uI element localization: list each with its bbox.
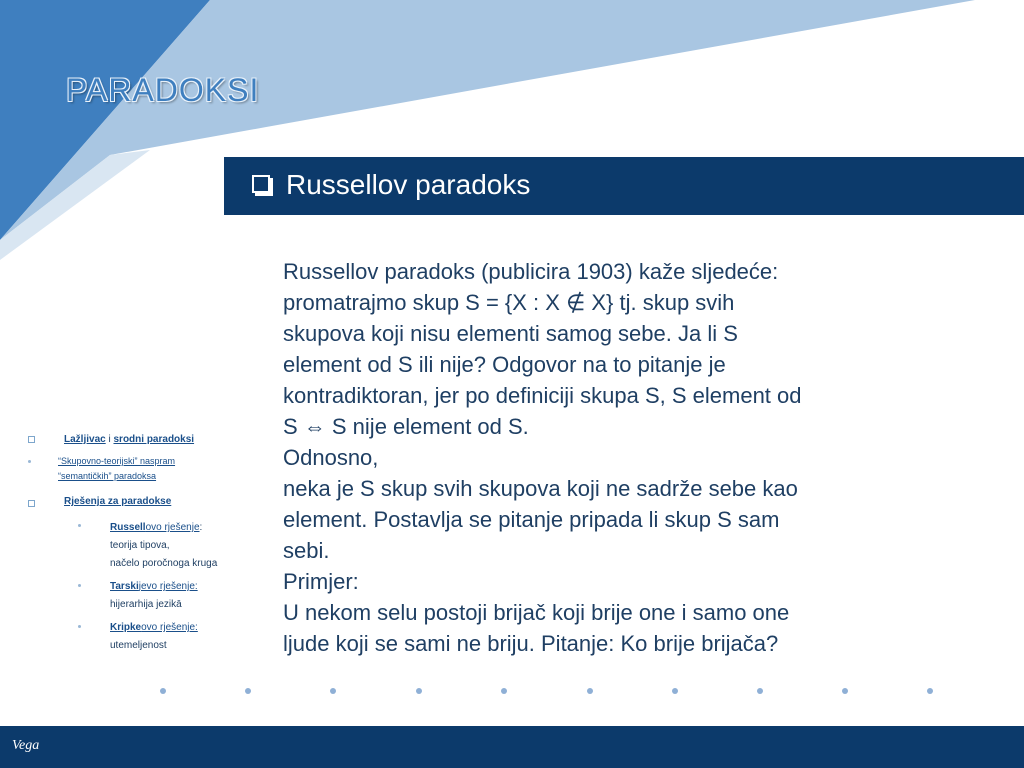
dot-bullet-icon <box>78 524 81 527</box>
sidebar-sub-kripke <box>110 619 198 655</box>
dot-icon <box>501 688 507 694</box>
vicious-circle-principle: načelo poročnoga kruga <box>110 558 218 569</box>
square-bullet-icon <box>28 436 35 443</box>
sidebar-item-solutions <box>64 496 171 507</box>
sidebar-sub-russell <box>110 519 217 573</box>
kripke-solution-link[interactable]: ovo rješenje: <box>141 622 198 633</box>
sidebar-item-liar <box>64 434 194 445</box>
content-line: ljude koji se sami ne briju. Pitanje: Ko brije brijača? <box>283 631 779 656</box>
tarski-solution-link[interactable]: jevo rješenje: <box>138 581 198 592</box>
sidebar-item-set-vs-semantic <box>58 456 175 481</box>
dot-icon <box>927 688 933 694</box>
tarski-link[interactable]: Tarski <box>110 581 139 592</box>
dot-icon <box>587 688 593 694</box>
dot-icon <box>245 688 251 694</box>
page-title: PARADOKSI <box>66 72 260 108</box>
dot-bullet-icon <box>78 584 81 587</box>
content-line: S ⇔ S nije element od S. <box>283 414 529 439</box>
dot-bullet-icon <box>28 460 31 463</box>
kripke-link[interactable]: Kripke <box>110 622 142 633</box>
dot-icon <box>160 688 166 694</box>
dot-icon <box>330 688 336 694</box>
banner-label: Russellov paradoks <box>286 169 531 200</box>
content-line: U nekom selu postoji brijač koji brije one i samo one <box>283 600 790 625</box>
content-line: kontradiktoran, jer po definiciji skupa S, S element od <box>283 383 802 408</box>
semantic-link[interactable]: “semantičkih” paradoksa <box>58 471 157 481</box>
solutions-link[interactable]: Rješenja za paradokse <box>64 496 172 507</box>
footer-text: Vega <box>12 738 40 753</box>
groundedness: utemeljenost <box>110 640 167 651</box>
dot-icon <box>416 688 422 694</box>
content-line: element od S ili nije? Odgovor na to pitanje je <box>283 352 726 377</box>
section-banner <box>224 157 1024 215</box>
theory-of-types: teorija tipova, <box>110 540 170 551</box>
footer-bar <box>0 726 1024 768</box>
russell-solution-link[interactable]: ovo rješenje <box>145 522 200 533</box>
dot-icon <box>672 688 678 694</box>
sidebar-sub-tarski <box>110 578 198 614</box>
content-line: neka je S skup svih skupova koji ne sadrže sebe kao <box>283 476 798 501</box>
liar-link[interactable]: Lažljivac <box>64 434 106 445</box>
language-hierarchy: hijerarhija jezikā <box>110 599 182 610</box>
main-content <box>283 256 893 659</box>
set-theoretic-link[interactable]: “Skupovno-teorijski” naspram <box>58 456 176 466</box>
related-paradoxes-link[interactable]: srodni paradoksi <box>113 434 195 445</box>
sidebar-separator: i <box>105 434 114 445</box>
content-line: Primjer: <box>283 569 359 594</box>
content-line: element. Postavlja se pitanje pripada li skup S sam <box>283 507 780 532</box>
dot-divider <box>0 688 1024 698</box>
colon-text: : <box>199 522 203 533</box>
content-line: Odnosno, <box>283 445 379 470</box>
dot-bullet-icon <box>78 625 81 628</box>
content-line: Russellov paradoks (publicira 1903) kaže sljedeće: <box>283 259 779 284</box>
checkbox-icon <box>252 175 270 193</box>
russell-link[interactable]: Russell <box>110 522 146 533</box>
content-line: promatrajmo skup S = {X : X ∉ X} tj. skup svih <box>283 290 735 315</box>
content-line: sebi. <box>283 538 330 563</box>
square-bullet-icon <box>28 500 35 507</box>
dot-icon <box>842 688 848 694</box>
dot-icon <box>757 688 763 694</box>
content-line: skupova koji nisu elementi samog sebe. Ja li S <box>283 321 738 346</box>
